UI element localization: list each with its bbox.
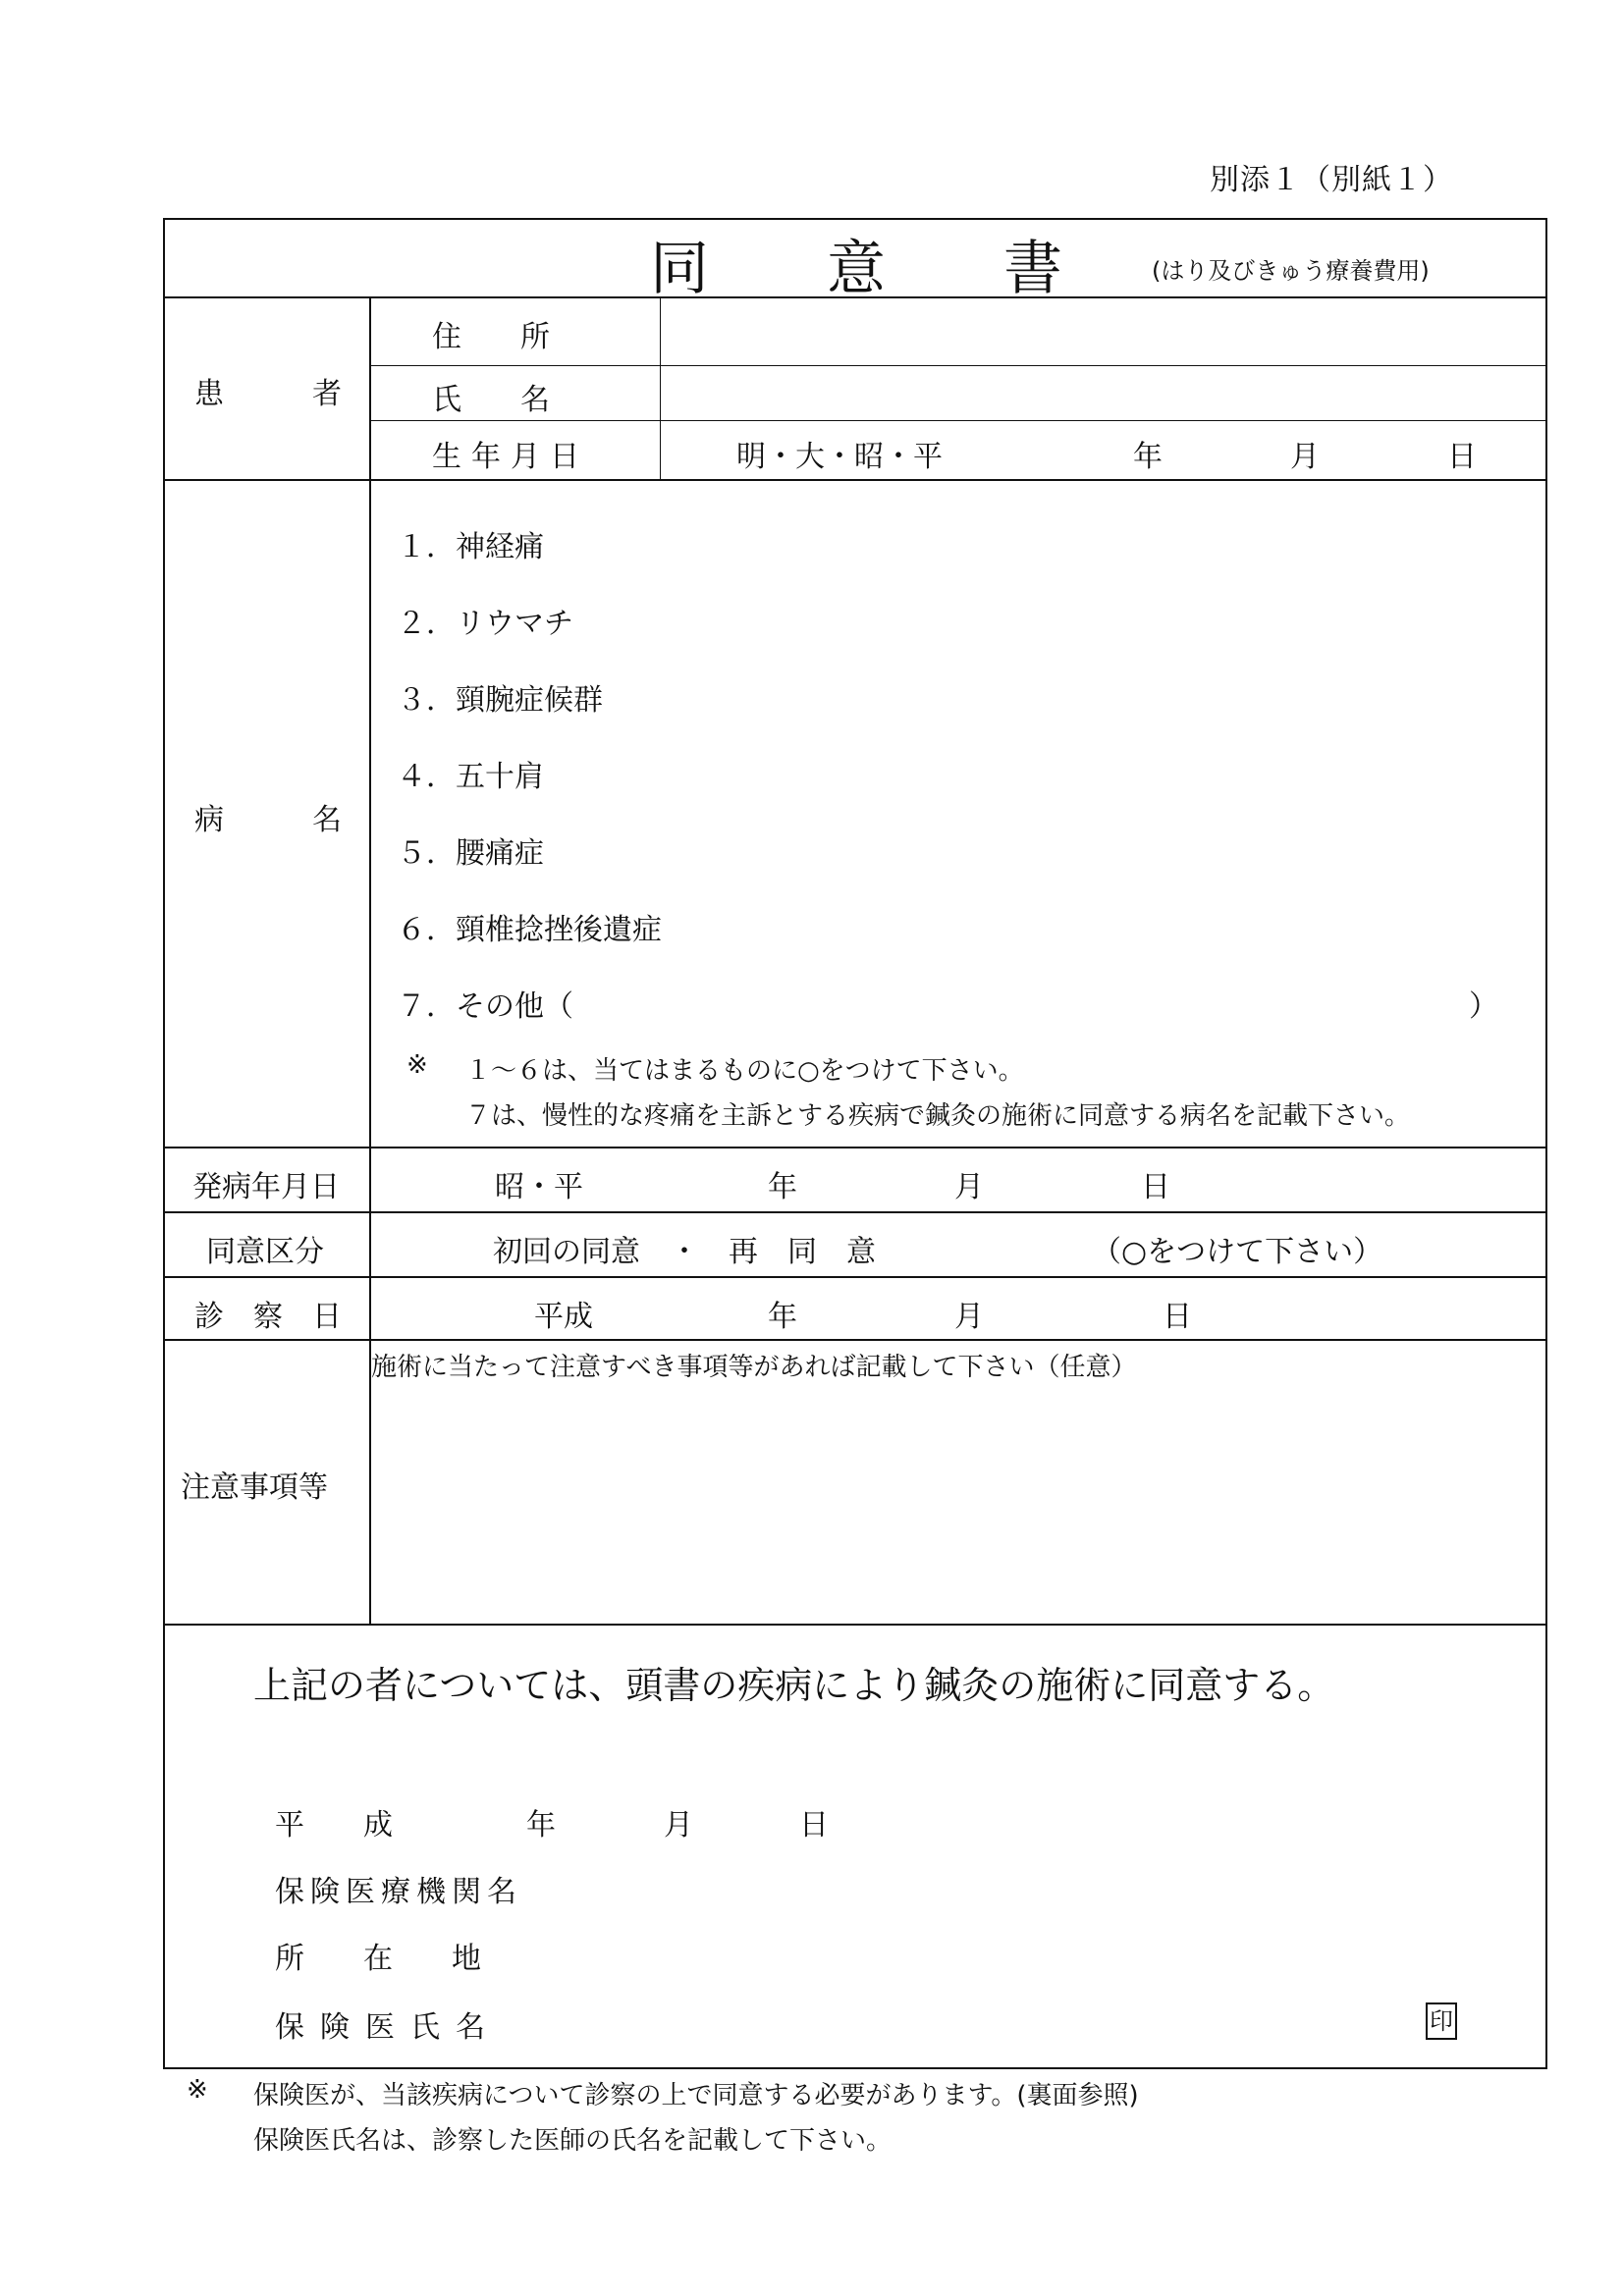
notes-prompt: 施術に当たって注意すべき事項等があれば記載して下さい（任意） (371, 1353, 1137, 1382)
address-label: 住 所 (432, 320, 550, 354)
disease-note-line2: ７は、慢性的な疼痛を主訴とする疾病で鍼灸の施術に同意する病名を記載下さい。 (465, 1101, 1411, 1131)
institution-label: 保険医療機関名 (275, 1875, 522, 1909)
seal-mark: 印 (1426, 2002, 1457, 2040)
form-subtitle: (はり及びきゅう療養費用) (1152, 257, 1430, 285)
divider (165, 1276, 1545, 1278)
consent-type-label: 同意区分 (206, 1235, 324, 1269)
disease-option[interactable]: ５．腰痛症 (397, 836, 544, 871)
onset-year-unit: 年 (768, 1170, 797, 1204)
notes-label: 注意事項等 (181, 1470, 328, 1505)
disease-option[interactable]: １．神経痛 (397, 530, 544, 564)
consent-type-hint: （○をつけて下さい） (1092, 1235, 1383, 1269)
divider (371, 365, 1545, 366)
onset-month-unit: 月 (954, 1170, 984, 1204)
exam-era: 平成 (534, 1300, 593, 1334)
annex-label: 別添１（別紙１） (1210, 163, 1453, 197)
name-label: 氏 名 (432, 383, 550, 417)
consent-form (163, 218, 1547, 2069)
footer-note-line2: 保険医氏名は、診察した医師の氏名を記載して下さい。 (253, 2126, 893, 2156)
form-title: 同 意 書 (650, 235, 1062, 303)
disease-section-label: 病 名 (194, 803, 342, 837)
other-close-paren: ） (1469, 989, 1498, 1024)
consent-type-options[interactable]: 初回の同意 ・ 再 同 意 (493, 1235, 876, 1269)
birth-year-unit: 年 (1133, 440, 1163, 474)
onset-date-label: 発病年月日 (192, 1170, 340, 1204)
disease-option[interactable]: ３．頸腕症候群 (397, 683, 603, 718)
disease-option[interactable]: ６．頸椎捻挫後遺症 (397, 913, 662, 947)
divider (660, 296, 661, 479)
onset-day-unit: 日 (1141, 1170, 1170, 1204)
divider (165, 479, 1545, 481)
disease-note-mark: ※ (406, 1050, 428, 1080)
exam-month-unit: 月 (954, 1300, 984, 1334)
disease-option[interactable]: ２．リウマチ (397, 607, 573, 641)
birth-month-unit: 月 (1290, 440, 1320, 474)
declaration-day-unit: 日 (799, 1808, 829, 1842)
location-label: 所 在 地 (275, 1942, 481, 1976)
declaration-month-unit: 月 (664, 1808, 693, 1842)
footer-note-mark: ※ (187, 2075, 208, 2105)
divider (165, 1339, 1545, 1341)
disease-note-line1: １～６は、当てはまるものに○をつけて下さい。 (465, 1056, 1024, 1086)
birth-date-label: 生年月日 (432, 440, 589, 474)
exam-date-label: 診 察 日 (194, 1300, 342, 1334)
exam-year-unit: 年 (768, 1300, 797, 1334)
onset-era-options[interactable]: 昭・平 (495, 1170, 583, 1204)
consent-statement: 上記の者については、頭書の疾病により鍼灸の施術に同意する。 (253, 1664, 1335, 1707)
footer-note-line1: 保険医が、当該疾病について診察の上で同意する必要があります。(裏面参照) (253, 2081, 1139, 2110)
divider (165, 1211, 1545, 1213)
doctor-name-label: 保険医氏名 (275, 2010, 501, 2045)
divider (165, 1624, 1545, 1626)
divider (165, 1147, 1545, 1148)
divider (369, 296, 371, 1624)
birth-day-unit: 日 (1447, 440, 1477, 474)
birth-era-options[interactable]: 明・大・昭・平 (736, 440, 943, 474)
declaration-year-unit: 年 (526, 1808, 556, 1842)
divider (371, 420, 1545, 421)
declaration-date-era: 平 成 (275, 1808, 393, 1842)
patient-section-label: 患 者 (194, 377, 342, 411)
disease-option[interactable]: ４．五十肩 (397, 760, 544, 794)
disease-option-other[interactable]: ７．その他（ (397, 989, 573, 1024)
exam-day-unit: 日 (1163, 1300, 1192, 1334)
notes-field[interactable] (375, 1388, 1534, 1614)
